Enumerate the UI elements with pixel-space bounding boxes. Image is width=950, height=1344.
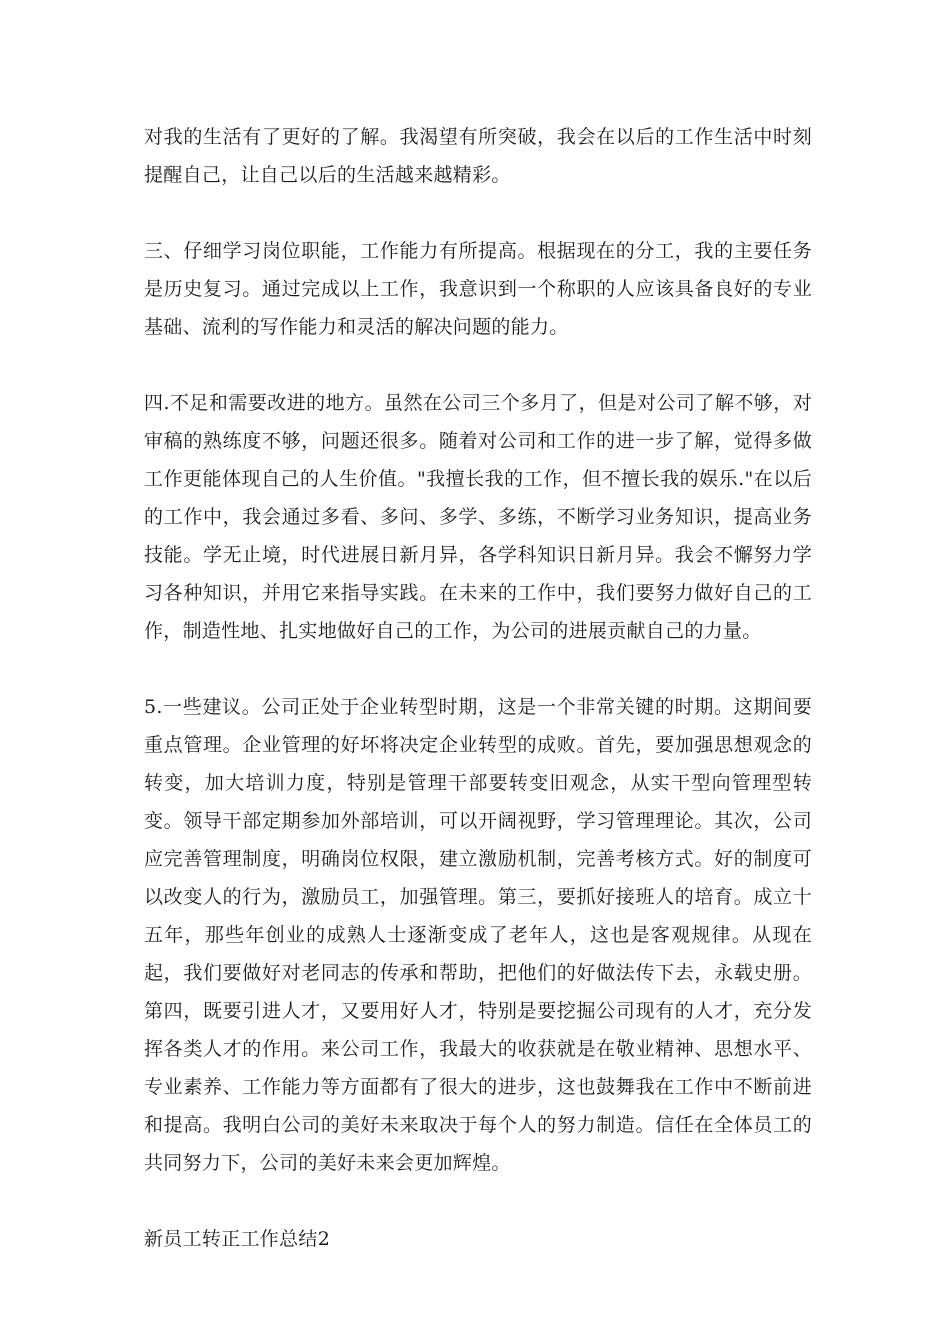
paragraph-life-reflection: 对我的生活有了更好的了解。我渴望有所突破，我会在以后的工作生活中时刻提醒自己，让自己以后的生活越来越精彩。 bbox=[144, 126, 812, 186]
paragraph-shortcomings: 四.不足和需要改进的地方。虽然在公司三个多月了，但是对公司了解不够，对审稿的熟练度不够，问题还很多。随着对公司和工作的进一步了解，觉得多做工作更能体现自己的人生价值。"我擅长我的工作，但不擅长我的娱乐."在以后的工作中，我会通过多看、多问、多学、多练，不断学习业务知识，提高业务技能。学无止境，时代进展日新月异，各学科知识日新月异。我会不懈努力学习各种知识，并用它来指导实践。在未来的工作中，我们要努力做好自己的工作，制造性地、扎实地做好自己的工作，为公司的进展贡献自己的力量。 bbox=[144, 392, 812, 642]
document-body bbox=[144, 118, 812, 1258]
section-title: 新员工转正工作总结2 bbox=[144, 1228, 331, 1250]
paragraph-job-learning: 三、仔细学习岗位职能，工作能力有所提高。根据现在的分工，我的主要任务是历史复习。通过完成以上工作，我意识到一个称职的人应该具备良好的专业基础、流利的写作能力和灵活的解决问题的能力。 bbox=[144, 240, 812, 338]
paragraph-suggestions: 5.一些建议。公司正处于企业转型时期，这是一个非常关键的时期。这期间要重点管理。企业管理的好坏将决定企业转型的成败。首先，要加强思想观念的转变，加大培训力度，特别是管理干部要转变旧观念，从实干型向管理型转变。领导干部定期参加外部培训，可以开阔视野，学习管理理论。其次，公司应完善管理制度，明确岗位权限，建立激励机制，完善考核方式。好的制度可以改变人的行为，激励员工，加强管理。第三，要抓好接班人的培育。成立十五年，那些年创业的成熟人士逐渐变成了老年人，这也是客观规律。从现在起，我们要做好对老同志的传承和帮助，把他们的好做法传下去，永载史册。第四，既要引进人才，又要用好人才，特别是要挖掘公司现有的人才，充分发挥各类人才的作用。来公司工作，我最大的收获就是在敬业精神、思想水平、专业素养、工作能力等方面都有了很大的进步，这也鼓舞我在工作中不断前进和提高。我明白公司的美好未来取决于每个人的努力制造。信任在全体员工的共同努力下，公司的美好未来会更加辉煌。 bbox=[144, 696, 812, 1174]
